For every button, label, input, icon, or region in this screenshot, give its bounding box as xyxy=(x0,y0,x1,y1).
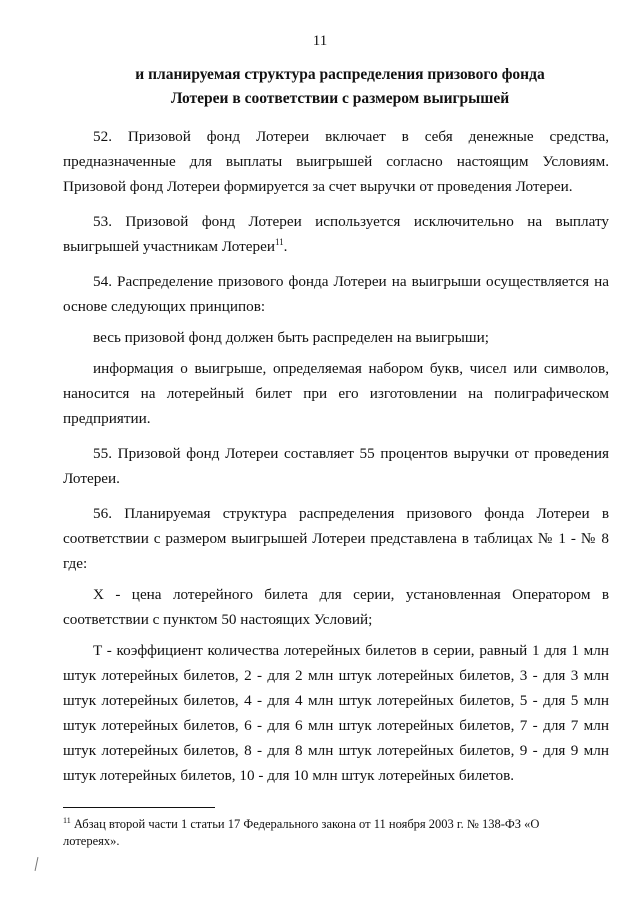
heading-line-2: Лотереи в соответствии с размером выигрышей xyxy=(170,90,510,107)
paragraph-55: 55. Призовой фонд Лотереи составляет 55 процентов выручки от проведения Лотереи. xyxy=(63,445,609,487)
paragraph-56-definition-x: X - цена лотерейного билета для серии, установленная Оператором в соответствии с пунктом 50 настоящих Условий; xyxy=(63,586,609,628)
paragraph-54-principle-2: информация о выигрыше, определяемая набором букв, чисел или символов, наносится на лотерейный билет при его изготовлении на полиграфическом предприятии. xyxy=(63,360,609,427)
heading-line-1: и планируемая структура распределения призового фонда xyxy=(135,66,545,83)
paragraph-53 xyxy=(63,209,609,259)
scan-mark xyxy=(35,857,39,871)
paragraph-53-text: 53. Призовой фонд Лотереи используется исключительно на выплату выигрышей участникам Лотереи xyxy=(63,213,609,255)
footnote-number: 11 xyxy=(63,815,71,825)
footnote-text: Абзац второй части 1 статьи 17 Федерального закона от 11 ноября 2003 г. № 138-ФЗ «О лотереях». xyxy=(63,817,540,848)
paragraph-52: 52. Призовой фонд Лотереи включает в себя денежные средства, предназначенные для выплаты выигрышей согласно настоящим Условиям. Призовой фонд Лотереи формируется за счет выручки от проведения Лотереи. xyxy=(63,128,609,195)
footnote-ref: 11 xyxy=(274,236,284,247)
footnote xyxy=(63,816,583,850)
paragraph-56: 56. Планируемая структура распределения призового фонда Лотереи в соответствии с размером выигрышей Лотереи представлена в таблицах № 1 - № 8 где: xyxy=(63,505,609,572)
paragraph-53-end: . xyxy=(283,238,288,255)
footnote-divider xyxy=(63,807,215,808)
paragraph-54-principle-1: весь призовой фонд должен быть распределен на выигрыши; xyxy=(93,329,489,346)
paragraph-54: 54. Распределение призового фонда Лотереи на выигрыши осуществляется на основе следующих принципов: xyxy=(63,273,609,315)
document-body xyxy=(63,124,609,798)
page-number: 11 xyxy=(312,33,328,49)
paragraph-56-definition-t: T - коэффициент количества лотерейных билетов в серии, равный 1 для 1 млн штук лотерейных билетов, 2 - для 2 млн штук лотерейных билетов, 3 - для 3 млн штук лотерейных билетов, 4 - для 4 млн штук лотерейных билетов, 5 - для 5 млн штук лотерейных билетов, 6 - для 6 млн штук лотерейных билетов, 7 - для 7 млн штук лотерейных билетов, 8 - для 8 млн штук лотерейных билетов, 9 - для 9 млн штук лотерейных билетов, 10 - для 10 млн штук лотерейных билетов. xyxy=(63,642,609,784)
section-heading xyxy=(60,63,620,111)
